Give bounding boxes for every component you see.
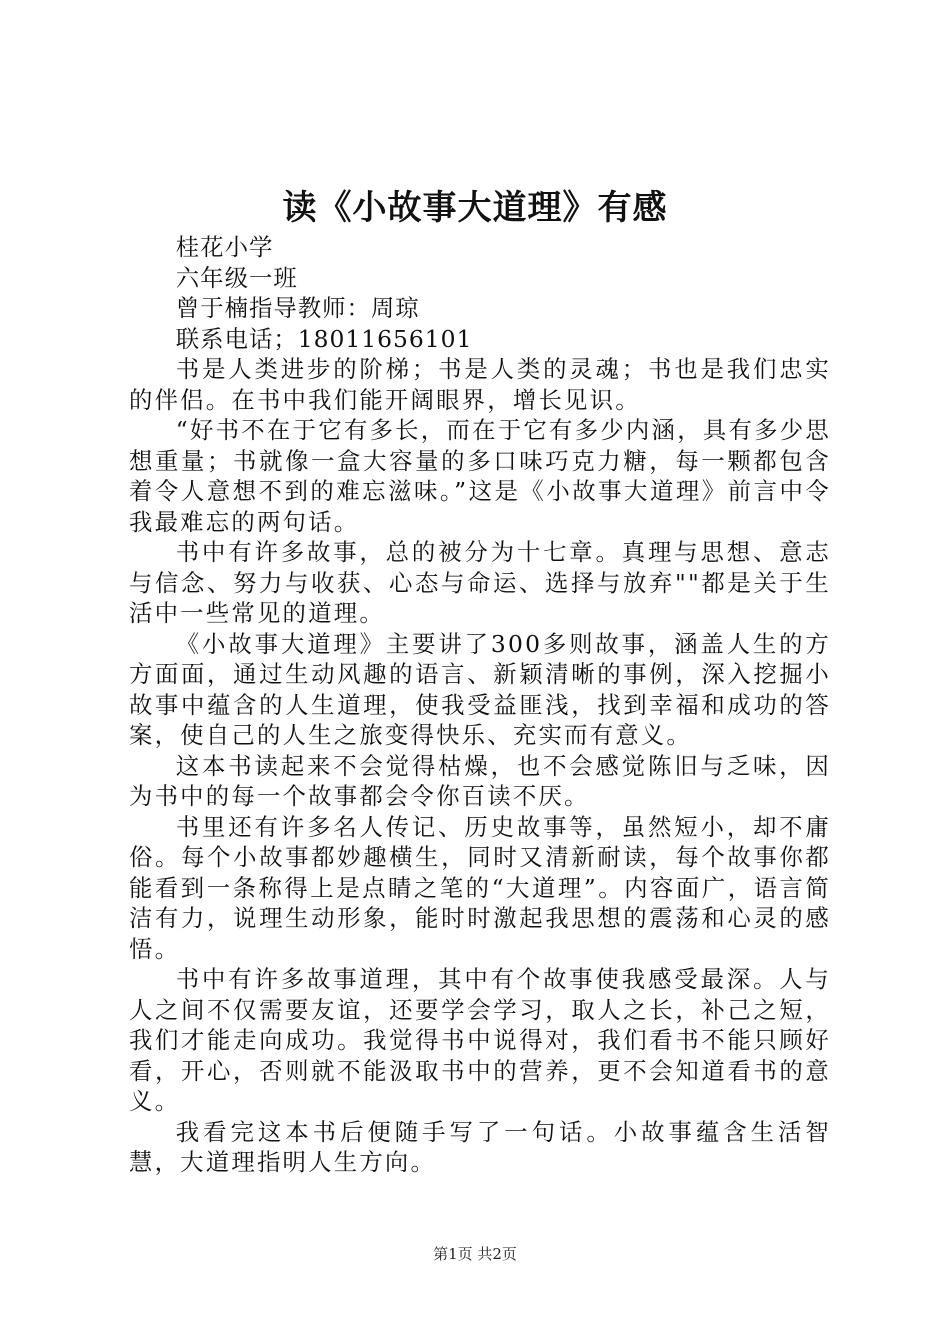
page-footer: 第1页 共2页	[433, 1245, 517, 1263]
author-and-teacher: 曾于楠指导教师：周琼	[175, 294, 420, 322]
document-title: 读《小故事大道理》有感	[282, 188, 668, 228]
class-name: 六年级一班	[175, 263, 298, 292]
paragraph: 书里还有许多名人传记、历史故事等，虽然短小，却不庸俗。每个小故事都妙趣横生，同时又清新耐读，每个故事你都能看到一条称得上是点睛之笔的“大道理”。内容面广，语言简洁有力，说理生动形象，能时时激起我思想的震荡和心灵的感悟。	[129, 812, 831, 963]
document-body	[129, 232, 831, 1178]
school-name: 桂花小学	[175, 233, 274, 261]
paragraph: “好书不在于它有多长，而在于它有多少内涵，具有多少思想重量；书就像一盒大容量的多口味巧克力糖，每一颗都包含着令人意想不到的难忘滋味。”这是《小故事大道理》前言中令我最难忘的两句话。	[129, 416, 831, 536]
paragraph: 书中有许多故事道理，其中有个故事使我感受最深。人与人之间不仅需要友谊，还要学会学习，取人之长，补己之短，我们才能走向成功。我觉得书中说得对，我们看书不能只顾好看，开心，否则就不能汲取书中的营养，更不会知道看书的意义。	[129, 965, 831, 1115]
paragraph: 书是人类进步的阶梯；书是人类的灵魂；书也是我们忠实的伴侣。在书中我们能开阔眼界，增长见识。	[129, 355, 831, 414]
paragraph: 书中有许多故事，总的被分为十七章。真理与思想、意志与信念、努力与收获、心态与命运、选择与放弃""都是关于生活中一些常见的道理。	[129, 538, 831, 627]
paragraph: 这本书读起来不会觉得枯燥，也不会感觉陈旧与乏味，因为书中的每一个故事都会令你百读不厌。	[129, 751, 831, 810]
paragraph: 我看完这本书后便随手写了一句话。小故事蕴含生活智慧，大道理指明人生方向。	[129, 1117, 831, 1176]
paragraph: 《小故事大道理》主要讲了300多则故事，涵盖人生的方方面面，通过生动风趣的语言、新颖清晰的事例，深入挖掘小故事中蕴含的人生道理，使我受益匪浅，找到幸福和成功的答案，使自己的人生之旅变得快乐、充实而有意义。	[129, 629, 831, 749]
contact-phone: 联系电话；18011656101	[175, 324, 473, 353]
